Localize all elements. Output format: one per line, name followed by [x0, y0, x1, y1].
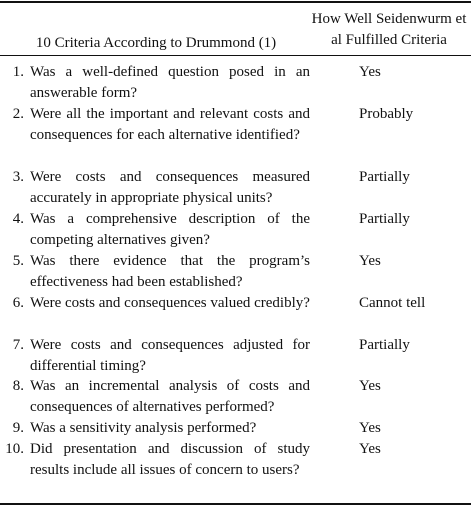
row-question: Was a sensitivity analysis performed?	[30, 420, 257, 436]
row-question: Was a well-defined question posed in an answerable form?	[30, 64, 310, 101]
row-answer: Partially	[359, 337, 410, 353]
row-number: 8.	[12, 378, 24, 394]
row-number: 5.	[12, 253, 24, 269]
row-question: Were costs and consequences valued credibly?	[30, 295, 310, 311]
row-answer: Yes	[359, 441, 381, 457]
row-number: 3.	[12, 169, 24, 185]
row-number: 6.	[12, 295, 24, 311]
row-question: Was an incremental analysis of costs and consequences of alternatives performed?	[30, 378, 310, 415]
row-number: 2.	[12, 106, 24, 122]
row-question: Was there evidence that the program’s effectiveness had been established?	[30, 253, 310, 290]
row-question: Was a comprehensive description of the competing alternatives given?	[30, 211, 310, 248]
row-question: Were costs and consequences adjusted for differential timing?	[30, 337, 310, 374]
row-answer: Partially	[359, 211, 410, 227]
row-question: Were all the important and relevant costs and consequences for each alternative identified?	[30, 106, 310, 143]
row-answer: Yes	[359, 378, 381, 394]
row-answer: Yes	[359, 253, 381, 269]
table-top-rule	[0, 1, 471, 3]
row-number: 1.	[12, 64, 24, 80]
row-answer: Probably	[359, 106, 414, 122]
row-question: Did presentation and discussion of study results include all issues of concern to users?	[30, 441, 310, 478]
header-rule	[0, 55, 471, 56]
row-number: 10.	[5, 441, 24, 457]
criteria-column-header: 10 Criteria According to Drummond (1)	[35, 35, 277, 51]
row-answer: Cannot tell	[359, 295, 426, 311]
fulfilled-column-header: How Well Seidenwurm et al Fulfilled Criteria	[311, 11, 467, 48]
table-header	[0, 6, 471, 54]
row-question: Were costs and consequences measured accurately in appropriate physical units?	[30, 169, 310, 206]
row-answer: Yes	[359, 64, 381, 80]
table-bottom-rule	[0, 503, 471, 505]
row-number: 9.	[12, 420, 24, 436]
row-answer: Yes	[359, 420, 381, 436]
row-number: 4.	[12, 211, 24, 227]
row-number: 7.	[12, 337, 24, 353]
row-answer: Partially	[359, 169, 410, 185]
